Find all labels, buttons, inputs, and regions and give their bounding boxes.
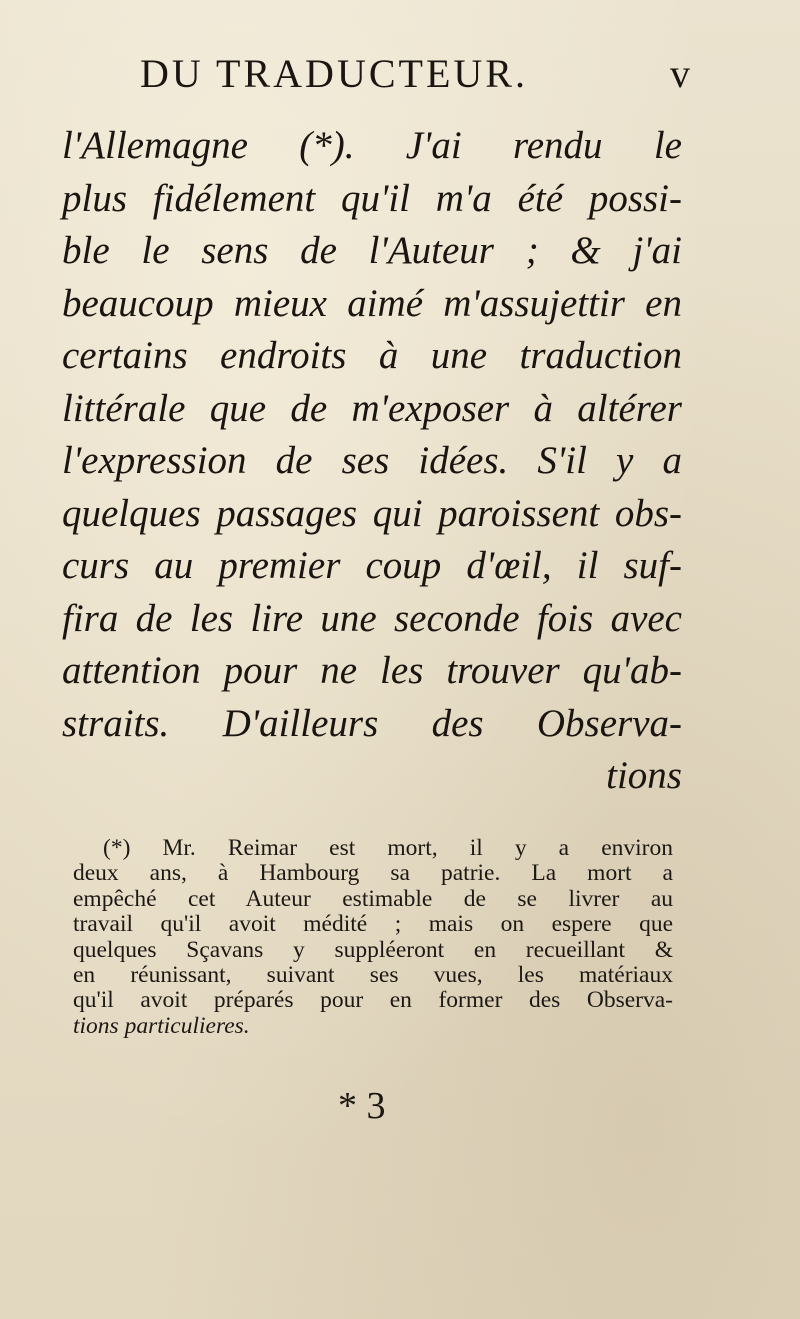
footnote-line: deux ans, à Hambourg sa patrie. La mort a: [73, 860, 673, 887]
page-number: v: [670, 51, 690, 96]
body-line: littérale que de m'exposer à altérer: [62, 386, 682, 430]
signature-mark: * 3: [338, 1085, 386, 1127]
footnote: [73, 836, 673, 1039]
catchword: tions: [606, 754, 682, 797]
page-header: [70, 50, 690, 100]
footnote-line: quelques Sçavans y suppléeront en recueillant &: [73, 936, 673, 963]
body-text: [62, 120, 682, 803]
footnote-line: empêché cet Auteur estimable de se livrer au: [73, 885, 673, 912]
body-line: straits. D'ailleurs des Observa-: [62, 701, 682, 745]
body-line: fira de les lire une seconde fois avec: [62, 596, 682, 640]
body-line: plus fidélement qu'il m'a été possi-: [62, 176, 682, 220]
body-line: ble le sens de l'Auteur ; & j'ai: [62, 229, 682, 272]
footnote-last-line: tions particulieres.: [73, 1012, 250, 1039]
body-line: quelques passages qui paroissent obs-: [62, 491, 682, 535]
body-line: attention pour ne les trouver qu'ab-: [62, 649, 682, 692]
body-line: l'expression de ses idées. S'il y a: [62, 439, 682, 482]
footnote-line: (*) Mr. Reimar est mort, il y a environ: [103, 835, 673, 861]
body-line: curs au premier coup d'œil, il suf-: [62, 544, 682, 587]
footnote-line: en réunissant, suivant ses vues, les matériaux: [73, 962, 673, 989]
body-line: beaucoup mieux aimé m'assujettir en: [62, 281, 682, 325]
running-head: DU TRADUCTEUR.: [140, 51, 528, 96]
body-line: l'Allemagne (*). J'ai rendu le: [62, 124, 682, 167]
body-line: certains endroits à une traduction: [62, 334, 682, 377]
footnote-line: qu'il avoit préparés pour en former des Observa-: [73, 987, 673, 1014]
footnote-line: travail qu'il avoit médité ; mais on espere que: [73, 911, 673, 938]
